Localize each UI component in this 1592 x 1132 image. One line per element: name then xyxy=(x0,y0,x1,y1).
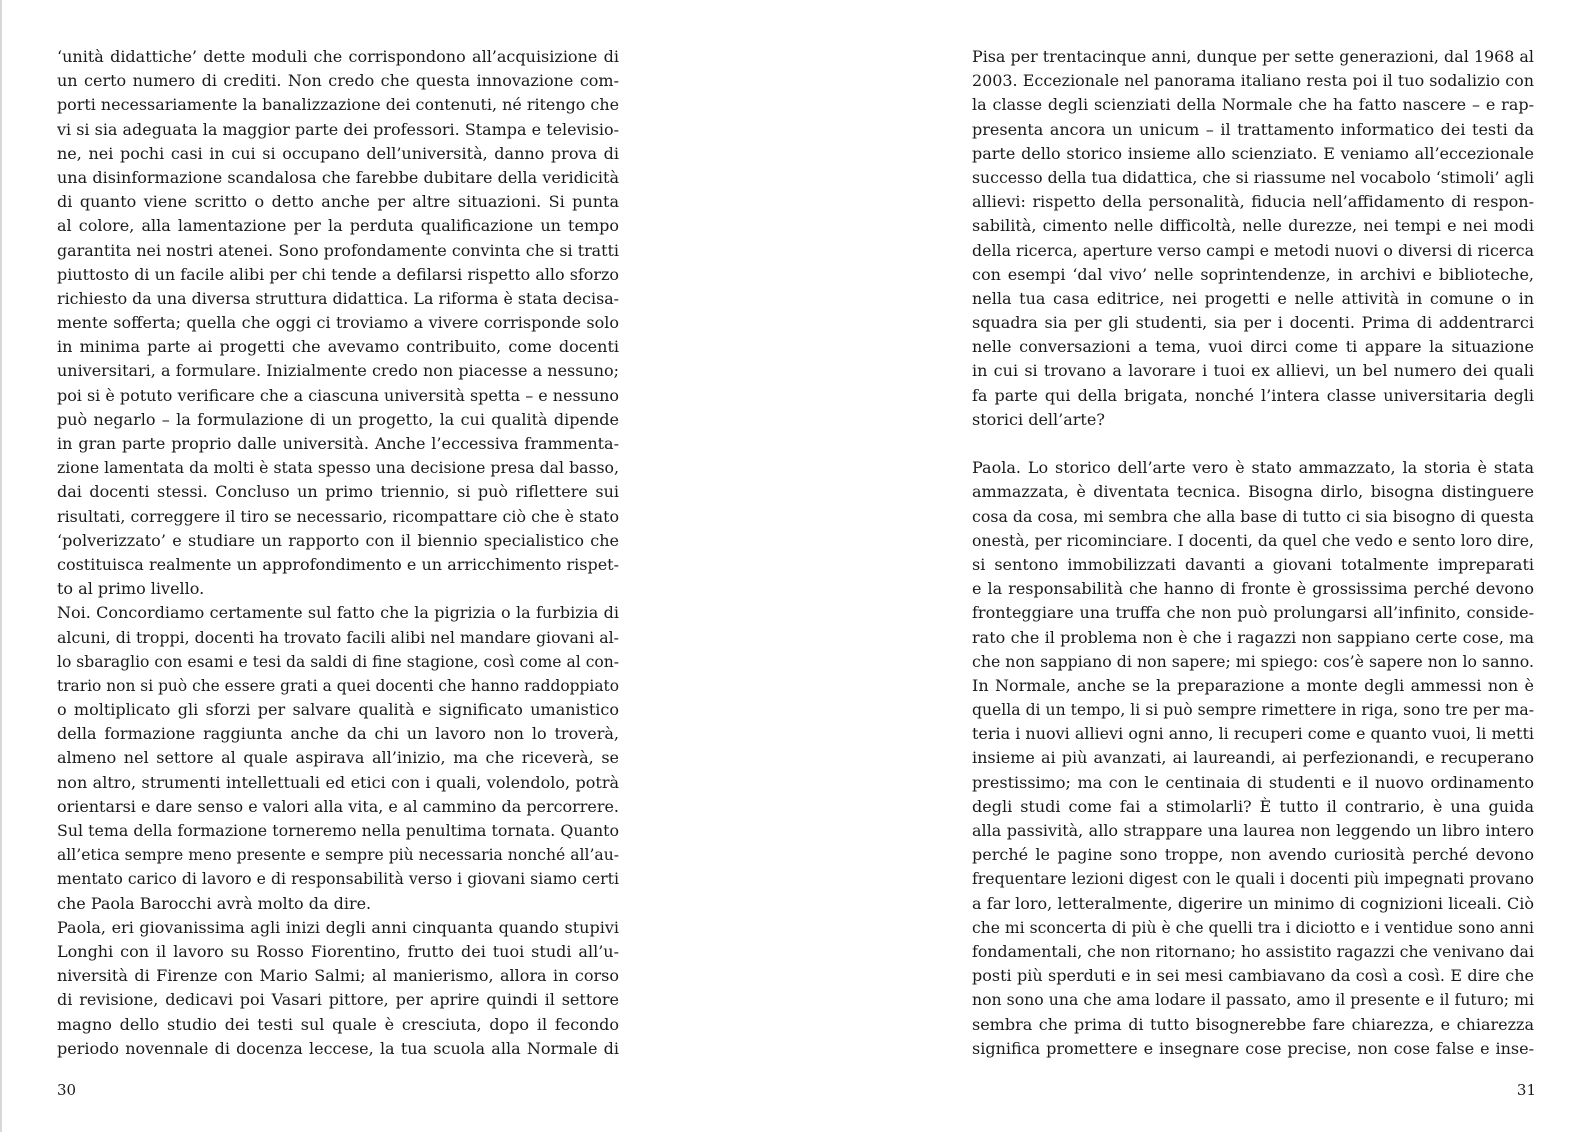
text-line: lo sbaraglio con esami e tesi da saldi di fine stagione, così come al con- xyxy=(57,652,619,671)
text-line: in gran parte proprio dalle università. Anche l’eccessiva frammenta- xyxy=(57,434,619,453)
text-line: successo della tua didattica, che si riassume nel vocabolo ‘stimoli’ agli xyxy=(972,167,1534,187)
text-line: della ricerca, aperture verso campi e metodi nuovi o diversi di ricerca xyxy=(972,240,1534,260)
text-line: significa promettere e insegnare cose precise, non cose false e inse- xyxy=(972,1038,1534,1058)
page-number-right: 31 xyxy=(1516,1081,1536,1099)
text-line: to al primo livello. xyxy=(57,579,205,599)
text-line: insieme ai più avanzati, ai laureandi, ai perfezionandi, e recuperano xyxy=(972,748,1534,768)
text-line: a far loro, letteralmente, digerire un minimo di cognizioni liceali. Ciò xyxy=(972,893,1534,913)
text-line: al colore, alla lamentazione per la perduta qualificazione un tempo xyxy=(57,216,619,236)
text-line: Pisa per trentacinque anni, dunque per sette generazioni, dal 1968 al xyxy=(972,47,1534,66)
text-line: piuttosto di un facile alibi per chi tende a defilarsi rispetto allo sforzo xyxy=(57,264,619,284)
text-line: nelle conversazioni a tema, vuoi dirci come ti appare la situazione xyxy=(972,337,1534,357)
text-line: mente sofferta; quella che oggi ci troviamo a vivere corrisponde solo xyxy=(57,313,619,333)
text-line: vi si sia adeguata la maggior parte dei professori. Stampa e televisio- xyxy=(57,119,619,139)
text-line: porti necessariamente la banalizzazione dei contenuti, né ritengo che xyxy=(57,95,619,115)
text-line: alcuni, di troppi, docenti ha trovato facili alibi nel mandare giovani al- xyxy=(57,627,619,647)
text-line: Longhi con il lavoro su Rosso Fiorentino, frutto dei tuoi studi all’u- xyxy=(57,941,619,961)
text-line: degli studi come fai a stimolarli? È tutto il contrario, è una guida xyxy=(972,796,1534,816)
text-line: Paola. Lo storico dell’arte vero è stato ammazzato, la storia è stata xyxy=(972,458,1534,478)
text-line: all’etica sempre meno presente e sempre più necessaria nonché all’au- xyxy=(57,846,619,865)
right-page xyxy=(796,0,1592,1132)
text-line: una disinformazione scandalosa che farebbe dubitare della veridicità xyxy=(57,167,619,187)
text-line: richiesto da una diversa struttura didattica. La riforma è stata decisa- xyxy=(57,288,619,308)
text-line: posti più sperduti e in sei mesi cambiavano da così a così. E dire che xyxy=(972,966,1534,986)
text-line: parte dello storico insieme allo scienziato. E veniamo all’eccezionale xyxy=(972,143,1534,163)
text-line: fronteggiare una truffa che non può prolungarsi all’infinito, conside- xyxy=(972,603,1534,623)
text-line: quella di un tempo, li si può sempre rimettere in riga, sono tre per ma- xyxy=(972,701,1534,720)
text-line: storici dell’arte? xyxy=(972,409,1105,429)
text-line: rato che il problema non è che i ragazzi non sappiano certe cose, ma xyxy=(972,627,1534,647)
text-line: sabilità, cimento nelle difficoltà, nelle durezze, nei tempi e nei modi xyxy=(972,216,1534,236)
text-line: può negarlo – la formulazione di un progetto, la cui qualità dipende xyxy=(57,409,619,429)
text-line: dai docenti stessi. Concluso un primo triennio, si può riflettere sui xyxy=(57,482,619,502)
paragraph-gap xyxy=(972,432,1534,456)
page-number-left: 30 xyxy=(57,1081,77,1099)
text-line: allievi: rispetto della personalità, fiducia nell’affidamento di respon- xyxy=(972,192,1534,212)
text-line: che mi sconcerta di più è che quelli tra i diciotto e i ventidue sono anni xyxy=(972,918,1534,937)
text-line: di quanto viene scritto o detto anche per altre situazioni. Si punta xyxy=(57,192,619,212)
text-line: ‘unità didattiche’ dette moduli che corrispondono all’acquisizione di xyxy=(57,47,619,66)
text-line: fa parte qui della brigata, nonché l’intera classe universitaria degli xyxy=(972,385,1534,405)
text-line: magno dello studio dei testi sul quale è cresciuta, dopo il fecondo xyxy=(57,1014,619,1034)
text-line: mentato carico di lavoro e di responsabilità verso i giovani siamo certi xyxy=(57,869,619,889)
text-line: orientarsi e dare senso e valori alla vita, e al cammino da percorrere. xyxy=(57,796,619,816)
text-line: o moltiplicato gli sforzi per salvare qualità e significato umanistico xyxy=(57,700,619,720)
text-line: alla passività, allo strappare una laurea non leggendo un libro intero xyxy=(972,821,1534,840)
text-line: poi si è potuto verificare che a ciascuna università spetta – e nessuno xyxy=(57,385,619,405)
text-line: si sentono immobilizzati davanti a giovani totalmente impreparati xyxy=(972,554,1534,574)
text-line: Sul tema della formazione torneremo nella penultima tornata. Quanto xyxy=(57,821,619,840)
text-line: presenta ancora un unicum – il trattamento informatico dei testi da xyxy=(972,119,1534,139)
text-line: Noi. Concordiamo certamente sul fatto che la pigrizia o la furbizia di xyxy=(57,603,619,623)
text-line: un certo numero di crediti. Non credo che questa innovazione com- xyxy=(57,71,619,91)
text-line: con esempi ‘dal vivo’ nelle soprintendenze, in archivi e biblioteche, xyxy=(972,264,1534,284)
text-line: universitari, a formulare. Inizialmente credo non piacesse a nessuno; xyxy=(57,361,619,381)
text-line: almeno nel settore al quale aspirava all’inizio, ma che riceverà, se xyxy=(57,748,619,768)
left-page-text xyxy=(57,45,619,1061)
text-line: cosa da cosa, mi sembra che alla base di tutto ci sia bisogno di questa xyxy=(972,506,1534,526)
text-line: periodo novennale di docenza leccese, la tua scuola alla Normale di xyxy=(57,1038,619,1058)
text-line: sembra che prima di tutto bisognerebbe fare chiarezza, e chiarezza xyxy=(972,1014,1534,1034)
text-line: costituisca realmente un approfondimento e un arricchimento rispet- xyxy=(57,554,619,574)
page-edge xyxy=(0,0,2,1132)
text-line: perché le pagine sono troppe, non avendo curiosità perché devono xyxy=(972,845,1534,865)
text-line: prestissimo; ma con le centinaia di studenti e il nuovo ordinamento xyxy=(972,772,1534,792)
text-line: non altro, strumenti intellettuali ed etici con i quali, volendolo, potrà xyxy=(57,772,619,792)
text-line: della formazione raggiunta anche da chi un lavoro non lo troverà, xyxy=(57,724,619,744)
text-line: la classe degli scienziati della Normale che ha fatto nascere – e rap- xyxy=(972,95,1534,115)
text-line: In Normale, anche se la preparazione a monte degli ammessi non è xyxy=(972,675,1534,695)
text-line: teria i nuovi allievi ogni anno, li recuperi come e quanto vuoi, li metti xyxy=(972,724,1534,744)
text-line: 2003. Eccezionale nel panorama italiano resta poi il tuo sodalizio con xyxy=(972,71,1534,91)
text-line: non sono una che ama lodare il passato, amo il presente e il futuro; mi xyxy=(972,990,1534,1010)
text-line: ne, nei pochi casi in cui si occupano dell’università, danno prova di xyxy=(57,143,619,163)
text-line: e la responsabilità che hanno di fronte è grossissima perché devono xyxy=(972,579,1534,599)
text-line: che Paola Barocchi avrà molto da dire. xyxy=(57,893,372,913)
text-line: onestà, per ricominciare. I docenti, da quel che vedo e sento loro dire, xyxy=(972,530,1534,550)
text-line: ammazzata, è diventata tecnica. Bisogna dirlo, bisogna distinguere xyxy=(972,482,1534,502)
text-line: niversità di Firenze con Mario Salmi; al manierismo, allora in corso xyxy=(57,966,619,986)
text-line: ‘polverizzato’ e studiare un rapporto con il biennio specialistico che xyxy=(57,530,619,550)
text-line: trario non si può che essere grati a quei docenti che hanno raddoppiato xyxy=(57,676,619,695)
right-page-text xyxy=(972,45,1534,1061)
text-line: garantita nei nostri atenei. Sono profondamente convinta che si tratti xyxy=(57,240,619,260)
text-line: nella tua casa editrice, nei progetti e nelle attività in comune o in xyxy=(972,288,1534,308)
text-line: che non sappiano di non sapere; mi spiego: cos’è sapere non lo sanno. xyxy=(972,651,1534,671)
text-line: frequentare lezioni digest con le quali i docenti più impegnati provano xyxy=(972,869,1534,889)
text-line: in minima parte ai progetti che avevamo contribuito, come docenti xyxy=(57,337,619,357)
text-line: Paola, eri giovanissima agli inizi degli anni cinquanta quando stupivi xyxy=(57,917,619,937)
text-line: fondamentali, che non ritornano; ho assistito ragazzi che venivano dai xyxy=(972,941,1534,961)
text-line: di revisione, dedicavi poi Vasari pittore, per aprire quindi il settore xyxy=(57,990,619,1010)
text-line: in cui si trovano a lavorare i tuoi ex allievi, un bel numero dei quali xyxy=(972,361,1534,381)
text-line: squadra sia per gli studenti, sia per i docenti. Prima di addentrarci xyxy=(972,313,1534,333)
text-line: risultati, correggere il tiro se necessario, ricompattare ciò che è stato xyxy=(57,506,619,526)
text-line: zione lamentata da molti è stata spesso una decisione presa dal basso, xyxy=(57,458,619,478)
